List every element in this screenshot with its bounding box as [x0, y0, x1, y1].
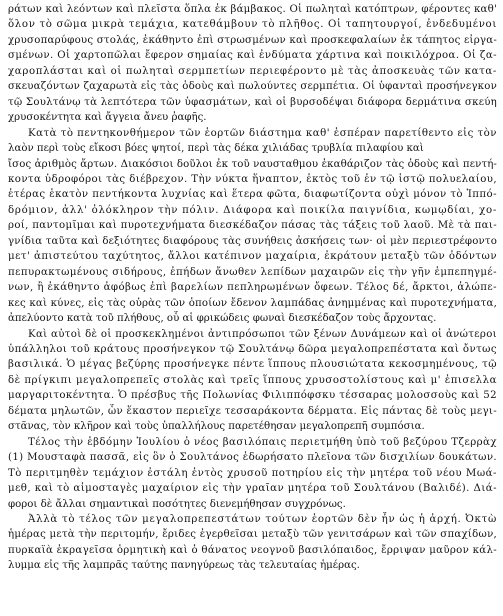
text-line: Τέλος τὴν ἑβδόμην Ἰουλίου ὁ νέος βασιλόπαις περιετμήθη ὑπὸ τοῦ βεζύρου Τζερρὰχ [28, 436, 497, 448]
text-line: λαὸν περὶ τοὺς εἴκοσι βόες ψητοί, περὶ τὰς δέκα χιλιάδας τρυβλία πιλαφίου καὶ [8, 143, 424, 155]
text-line: σκευαζόντων ζαχαρωτὰ εἰς τὰς ὁδοὺς καὶ πωλούντες σερμπέτια. Οἱ ὑφανταὶ προσήνεγκον [8, 81, 497, 93]
text-line: σμένων. Οἱ χαρτοπῶλαι ἔφερον σημαίας καὶ ἐνδύματα χάρτινα καὶ ποικιλόχροα. Οἱ ζα- [8, 50, 497, 62]
text-line: (1) Μουσταφὰ πασσᾶ, εἰς ὃν ὁ Σουλτάνος ἐδωρήσατο πλεῖονα τῶν δισχιλίων δουκάτων. [8, 452, 497, 464]
text-line: ὅλον τὸ σῶμα μικρὰ τεμάχια, κατεθάμβουν τὸ πλῆθος. Οἱ ταπητουργοί, ἐνδεδυμένοι [8, 19, 497, 31]
text-line: μεθ, καὶ τὸ αἱμοσταγὲς μαχαίριον εἰς τὴν γραῖαν μητέρα τοῦ Σουλτάνου (Βαλιδέ). Διά- [8, 483, 497, 495]
text-line: ἴσος ἀριθμὸς ἄρτων. Διακόσιοι δοῦλοι ἐκ τοῦ ναυσταθμου ἐκαθάριζον τὰς ὁδοὺς καὶ πεντή- [8, 158, 497, 170]
paragraph-5 [8, 512, 497, 574]
text-line: γνίδια ταῦτα καὶ δεξιότητες διαφόρους τὰς συνήθεις ἀσκήσεις των· οἱ μὲν περιεστρέφοντο [8, 235, 497, 247]
text-line: βασιλικά. Ὁ μέγας βεζύρης προσήνεγκε πέντε ἵππους πλουσιώτατα κεκοσμημένους, τῷ [8, 359, 497, 371]
text-line: λυμμα εἰς τῆς λαμπρᾶς ταύτης πανηγύρεως τὰς τελευταίας ἡμέρας. [8, 560, 360, 572]
text-line: κες καὶ κύνες, εἰς τὰς οὐρὰς τῶν ὁποίων ἔδενον λαμπάδας ἀνημμένας καὶ πυροτεχνήματα, [8, 297, 497, 309]
paragraph-1 [8, 2, 497, 126]
text-line: πεπυρακτωμένους σιδήρους, ἐπήδων ἄνωθεν λεπίδων μαχαιρῶν εἰς τὴν γῆν ἐμπεπηγμέ- [8, 266, 497, 278]
text-line: χρυσοπαρύφους στολάς, ἐκάθηντο ἐπὶ στρωσμένων καὶ προσκεφαλαίων ἐκ τάπητος εἰργα- [8, 34, 497, 46]
text-line: κοντα ὑδροφόροι τὰς διέβρεχον. Τὴν νύκτα ἥναπτον, ἐκτὸς τοῦ ἐν τῷ ἱστῷ πολυελαίου, [8, 173, 497, 185]
paragraph-3 [8, 327, 497, 435]
paragraph-4 [8, 435, 497, 512]
text-line: ὑπάλληλοι τοῦ κράτους προσήνεγκον τῷ Σουλτάνῳ δῶρα μεγαλοπρεπέστατα καὶ ὄντως [8, 343, 497, 355]
text-line: δὲ πρίγκιπι μεγαλοπρεπεῖς στολὰς καὶ τρεῖς ἵππους χρυσοστολίστους καὶ μ' ἐπισελλα [8, 374, 497, 386]
text-line: ράτων καὶ λεόντων καὶ πλεῖστα ὅπλα ἐκ βάμβακος. Οἱ πωληταὶ κατόπτρων, φέροντες καθ' [8, 4, 497, 15]
text-line: Κατὰ τὸ πεντηκονθήμερον τῶν ἑορτῶν διάστημα καθ' ἑσπέραν παρετίθεντο εἰς τὸν [28, 127, 497, 139]
text-line: χαροπλάσται καὶ οἱ πωληταὶ σερμπετίων περιεφέροντο μὲ τὰς ἀποσκευὰς τῶν κατα- [8, 65, 497, 77]
text-line: νων, ἢ ἐκάθηντο ἀφόβως ἐπὶ βαρελίων πεπληρωμένων ὄφεων. Τέλος δέ, ἄρκτοι, ἀλώπε- [8, 282, 497, 294]
text-line: Τὸ περιτμηθὲν τεμάχιον ἐστάλη ἐντὸς χρυσοῦ ποτηρίου εἰς τὴν μητέρα τοῦ νέου Μωά- [8, 467, 497, 479]
text-line: ἑτέρας ἑκατὸν πεντήκοντα λυχνίας καὶ ἕτερα φῶτα, διαφωτίζοντα οὐχὶ μόνον τὸ Ἱππό- [8, 189, 497, 201]
text-line: δέματα μηλωτῶν, ὧν ἕκαστον περιεῖχε τεσσαράκοντα δέρματα. Εἰς πάντας δὲ τοὺς μεγι- [8, 405, 497, 417]
text-line: ἡμέρας μετὰ τὴν περιτομήν, ἔριδες ἐγερθεῖσαι μεταξὺ τῶν γενιτσάρων καὶ τῶν σπαχίδων, [8, 529, 497, 541]
text-line: ἀπελύοντο κατὰ τοῦ πλήθους, οὗ αἱ φρικώδεις φωναὶ διεσκέδαζον τοὺς ἄρχοντας. [8, 313, 437, 325]
text-line: στᾶνας, τὸν κλῆρον καὶ τοὺς ὑπαλλήλους παρετέθησαν μεγαλοπρεπῆ συμπόσια. [8, 421, 425, 433]
text-line: Καὶ αὐτοὶ δὲ οἱ προσκεκλημένοι ἀντιπρόσωποι τῶν ξένων Δυνάμεων καὶ οἱ ἀνώτεροι [28, 328, 497, 340]
paragraph-2 [8, 126, 497, 327]
text-line: ροί, παντομῖμαι καὶ πυροτεχνήματα διεσκέδαζον πάσας τὰς τάξεις τοῦ λαοῦ. Μὲ τὰ παι- [8, 220, 497, 232]
text-line: φοροι δὲ ἄλλαι σημαντικαὶ ποσότητες διενεμήθησαν συγχρόνως. [8, 498, 346, 510]
text-line: δρόμιον, ἀλλ' ὁλόκληρον τὴν πόλιν. Διάφορα καὶ ποικίλα παιγνίδια, κωμῳδίαι, χο- [8, 204, 497, 216]
text-line: χρυσοκέντητα καὶ ἄγγεια ἄνευ ῥαφῆς. [8, 112, 207, 124]
text-line: μαργαριτοκέντητα. Ὁ πρέσβυς τῆς Πολωνίας Φιλιππόφσκυ τέσσαρας μολοσσοὺς καὶ 52 [8, 390, 497, 402]
text-line: Ἀλλὰ τὸ τέλος τῶν μεγαλοπρεπεστάτων τούτων ἑορτῶν δὲν ἦν ὡς ἡ ἀρχή. Ὀκτὼ [28, 513, 497, 525]
text-line: τῷ Σουλτάνῳ τὰ λεπτότερα τῶν ὑφασμάτων, καὶ οἱ βυρσοδέψαι διάφορα δερμάτινα σκεύη [8, 96, 497, 108]
text-line: πυρκαϊὰ ἐκραγεῖσα ὁρμητικὴ καὶ ὁ θάνατος νεογνοῦ βασιλόπαιδος, ἔρριψαν μαῦρον κάλ- [8, 544, 497, 556]
text-line: μετ' ἀπιστεύτου ταχύτητος, ἄλλοι κατέπινον μαχαίρια, ἐκράτουν μεταξὺ τῶν ὀδόντων [8, 251, 497, 263]
